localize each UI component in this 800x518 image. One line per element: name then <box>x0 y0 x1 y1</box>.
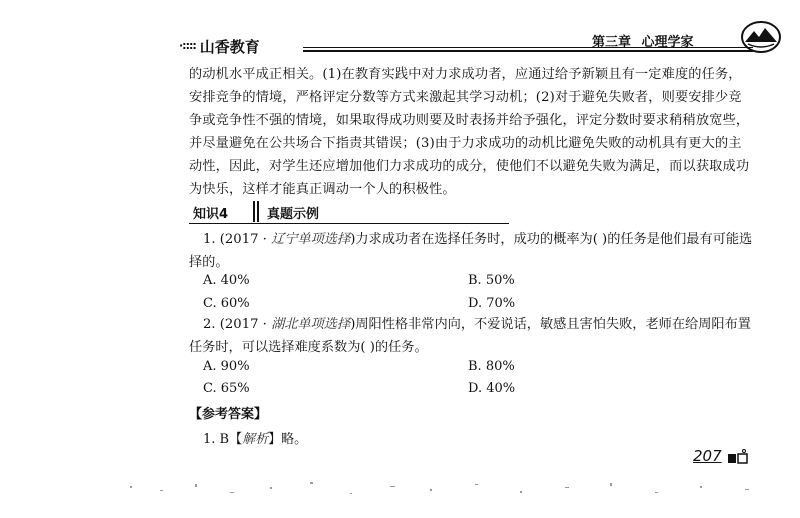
section-heading <box>189 201 509 224</box>
question-2-stem: )周阳性格非常内向，不爱说话，敏感且害怕失败，老师在给周阳布置任务时，可以选择难度系数为( )的任务。 <box>189 317 751 355</box>
answer-label: 解析 <box>242 432 269 447</box>
answer-line <box>203 428 307 447</box>
body-paragraph <box>189 63 753 201</box>
section-title: 真题示例 <box>267 207 320 222</box>
page-corner-icon <box>727 449 749 465</box>
question-1-stem: )力求成功者在选择任务时，成功的概率为( )的任务是他们最有可能选择的。 <box>189 232 753 270</box>
section-divider <box>253 201 259 222</box>
publisher-logo-icon <box>740 20 782 54</box>
answer-suffix: 】略。 <box>268 432 308 447</box>
q1-option-c: C. 60% <box>203 296 250 311</box>
question-2-source: 湖北单项选择 <box>271 317 351 332</box>
paragraph-text: 的动机水平成正相关。(1)在教育实践中对力求成功者，应通过给予新颖且有一定难度的任务，安排竞争的情境，严格评定分数等方式来激起其学习动机；(2)对于避免失败者，则要安排少竞争或竞争性不强的情境，如果取得成功则要及时表扬并给予强化，评定分数时要求稍稍放宽些，并尽量避免在公共场合下指责其错误；(3)由于力求成功的动机比避免失败的动机具有更大的主动性，因此，对学生还应增加他们力求成功的成分，使他们不以避免失败为满足，而以获取成功为快乐，这样才能真正调动一个人的积极性。 <box>189 67 750 197</box>
q1-option-a: A. 40% <box>203 273 250 288</box>
page-number: 207 <box>693 447 722 465</box>
q2-option-d: D. 40% <box>468 381 516 396</box>
page-header <box>175 18 755 56</box>
question-1-number: 1. (2017 · <box>203 232 272 247</box>
q1-option-b: B. 50% <box>468 273 515 288</box>
section-tag: 知识4 <box>193 207 229 222</box>
q2-option-a: A. 90% <box>203 359 250 374</box>
brand-dots: ·:::: <box>179 39 196 52</box>
scan-noise <box>120 478 780 500</box>
question-1 <box>189 228 753 274</box>
q1-option-d: D. 70% <box>468 296 516 311</box>
answer-heading: 【参考答案】 <box>189 407 268 422</box>
q2-option-b: B. 80% <box>468 359 515 374</box>
brand-text: 山香教育 <box>199 38 260 56</box>
answer-prefix: 1. B【 <box>203 432 243 447</box>
brand-name <box>179 36 260 57</box>
chapter-title: 第三章 心理学家 <box>592 35 694 50</box>
q2-option-c: C. 65% <box>203 381 250 396</box>
question-2 <box>189 313 753 359</box>
question-2-number: 2. (2017 · <box>203 317 272 332</box>
question-1-source: 辽宁单项选择 <box>271 232 351 247</box>
